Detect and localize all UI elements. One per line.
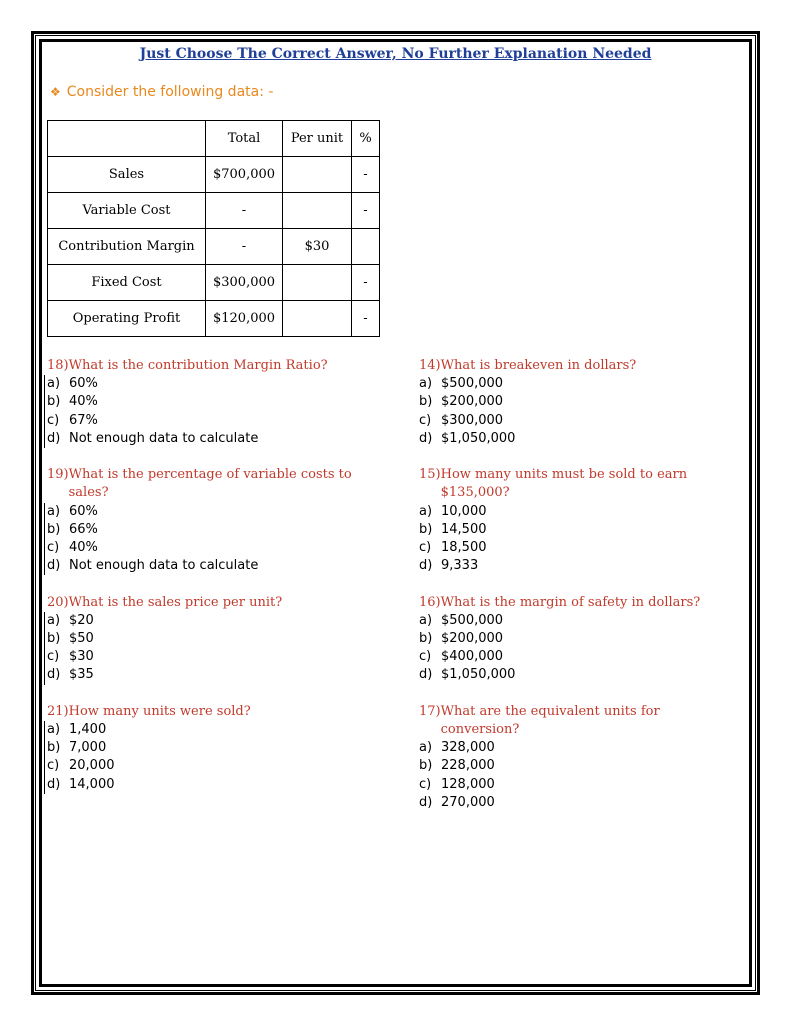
answer-option — [44, 539, 387, 557]
table-row — [48, 193, 380, 229]
option-letter: d) — [47, 558, 61, 574]
table-cell: $300,000 — [206, 265, 283, 301]
question-body: What is the contribution Margin Ratio? — [68, 358, 328, 373]
answer-option — [419, 375, 739, 393]
table-cell — [283, 265, 352, 301]
option-text: $1,050,000 — [441, 667, 516, 683]
option-text: 128,000 — [441, 776, 495, 792]
option-letter: d) — [419, 794, 433, 810]
intro-line — [50, 84, 273, 100]
answer-option — [419, 739, 739, 757]
option-text: 60% — [69, 503, 98, 519]
option-text: $50 — [69, 631, 94, 647]
option-text: $500,000 — [441, 612, 504, 628]
table-row — [48, 157, 380, 193]
option-text: $200,000 — [441, 394, 504, 410]
question-17 — [419, 703, 739, 812]
option-text: 20,000 — [69, 758, 115, 774]
question-19 — [47, 466, 387, 575]
question-body: How many units were sold? — [68, 703, 251, 719]
question-text — [47, 594, 387, 612]
question-number: 20) — [47, 594, 69, 610]
table-cell: Contribution Margin — [48, 229, 206, 265]
option-letter: d) — [419, 667, 433, 683]
answer-option — [44, 739, 387, 757]
option-text: $20 — [69, 612, 94, 628]
table-cell: Sales — [48, 157, 206, 193]
table-row — [48, 301, 380, 337]
option-text: 40% — [69, 394, 98, 410]
option-letter: b) — [419, 631, 433, 647]
table-cell: - — [206, 193, 283, 229]
option-text: 1,400 — [69, 722, 107, 738]
table-cell: - — [352, 157, 380, 193]
option-text: 14,000 — [69, 776, 115, 792]
answer-option — [44, 648, 387, 666]
question-body: What is the percentage of variable costs to sales? — [68, 467, 352, 501]
option-letter: c) — [419, 540, 432, 556]
option-text: 228,000 — [441, 758, 495, 774]
table-cell — [283, 157, 352, 193]
option-letter: a) — [47, 612, 61, 628]
option-text: 14,500 — [441, 521, 487, 537]
question-body: What is breakeven in dollars? — [440, 358, 637, 373]
question-number: 19) — [47, 467, 69, 483]
answer-option — [44, 721, 387, 739]
table-cell: Fixed Cost — [48, 265, 206, 301]
option-text: $200,000 — [441, 631, 504, 647]
answer-option — [419, 557, 739, 575]
answer-option — [419, 612, 739, 630]
option-letter: b) — [419, 394, 433, 410]
option-text: $1,050,000 — [441, 430, 516, 446]
option-letter: b) — [419, 521, 433, 537]
table-cell: - — [352, 193, 380, 229]
option-text: $400,000 — [441, 649, 504, 665]
table-cell — [352, 229, 380, 265]
answer-option — [419, 776, 739, 794]
question-text — [47, 357, 387, 375]
answer-option — [44, 503, 387, 521]
option-letter: a) — [419, 740, 433, 756]
question-15 — [419, 466, 739, 575]
answer-option — [44, 612, 387, 630]
question-text — [419, 357, 739, 375]
answer-option — [44, 430, 387, 448]
question-21 — [47, 703, 387, 794]
question-body: What is the sales price per unit? — [68, 594, 283, 610]
table-row — [48, 265, 380, 301]
table-cell: Variable Cost — [48, 193, 206, 229]
table-cell: $120,000 — [206, 301, 283, 337]
table-cell: Operating Profit — [48, 301, 206, 337]
answer-option — [44, 412, 387, 430]
option-letter: c) — [419, 649, 432, 665]
option-text: $500,000 — [441, 376, 504, 392]
option-letter: a) — [47, 722, 61, 738]
question-body: How many units must be sold to earn $135,000? — [440, 467, 688, 501]
answer-option — [419, 393, 739, 411]
option-text: 66% — [69, 521, 98, 537]
answer-option — [419, 794, 739, 812]
answer-option — [44, 375, 387, 393]
option-text: Not enough data to calculate — [69, 558, 259, 574]
question-number: 21) — [47, 703, 69, 719]
option-letter: a) — [419, 376, 433, 392]
table-header-cell: % — [352, 121, 380, 157]
option-letter: c) — [419, 776, 432, 792]
question-text — [419, 703, 739, 739]
answer-option — [44, 666, 387, 684]
table-row — [48, 229, 380, 265]
option-letter: a) — [419, 612, 433, 628]
option-letter: c) — [47, 649, 60, 665]
option-letter: d) — [419, 430, 433, 446]
option-text: $35 — [69, 667, 94, 683]
question-18 — [47, 357, 387, 448]
answer-option — [419, 757, 739, 775]
option-letter: b) — [47, 740, 61, 756]
answer-option — [44, 393, 387, 411]
data-table — [47, 120, 380, 337]
table-header-cell: Per unit — [283, 121, 352, 157]
table-cell: - — [206, 229, 283, 265]
intro-text: Consider the following data: - — [66, 84, 274, 100]
answer-option — [44, 557, 387, 575]
table-cell: $30 — [283, 229, 352, 265]
question-text — [419, 466, 739, 502]
option-letter: b) — [419, 758, 433, 774]
question-number: 18) — [47, 358, 69, 373]
option-text: 270,000 — [441, 794, 495, 810]
option-text: 9,333 — [441, 558, 479, 574]
answer-option — [44, 630, 387, 648]
question-number: 15) — [419, 467, 441, 483]
question-16 — [419, 594, 739, 685]
option-letter: b) — [47, 521, 61, 537]
question-number: 16) — [419, 594, 441, 610]
page-title: Just Choose The Correct Answer, No Further Explanation Needed — [139, 46, 652, 62]
option-letter: c) — [419, 412, 432, 428]
table-cell — [283, 193, 352, 229]
answer-option — [419, 648, 739, 666]
option-letter: b) — [47, 631, 61, 647]
left-question-column — [47, 357, 387, 812]
option-letter: c) — [47, 758, 60, 774]
table-header-cell — [48, 121, 206, 157]
answer-option — [44, 521, 387, 539]
answer-option — [419, 539, 739, 557]
question-text — [47, 703, 387, 721]
option-letter: d) — [47, 667, 61, 683]
question-number: 17) — [419, 703, 441, 719]
option-text: 328,000 — [441, 740, 495, 756]
diamond-bullet-icon: ❖ — [50, 85, 61, 99]
option-text: 40% — [69, 540, 98, 556]
answer-option — [419, 666, 739, 684]
answer-option — [44, 757, 387, 775]
right-question-column — [419, 357, 739, 830]
question-text — [419, 594, 739, 612]
answer-option — [419, 630, 739, 648]
option-text: 10,000 — [441, 503, 487, 519]
option-letter: c) — [47, 540, 60, 556]
table-header-cell: Total — [206, 121, 283, 157]
question-20 — [47, 594, 387, 685]
table-cell: $700,000 — [206, 157, 283, 193]
option-text: 67% — [69, 412, 98, 428]
option-letter: c) — [47, 412, 60, 428]
option-text: 60% — [69, 376, 98, 392]
question-14 — [419, 357, 739, 448]
option-letter: d) — [47, 430, 61, 446]
option-text: $30 — [69, 649, 94, 665]
table-cell — [283, 301, 352, 337]
question-body: What are the equivalent units for conversion? — [440, 703, 660, 738]
option-text: Not enough data to calculate — [69, 430, 259, 446]
table-cell: - — [352, 265, 380, 301]
answer-option — [419, 521, 739, 539]
option-text: 18,500 — [441, 540, 487, 556]
answer-option — [419, 503, 739, 521]
option-letter: d) — [419, 558, 433, 574]
table-cell: - — [352, 301, 380, 337]
question-text — [47, 466, 387, 502]
option-letter: d) — [47, 776, 61, 792]
question-number: 14) — [419, 358, 441, 373]
table-header-row — [48, 121, 380, 157]
option-text: $300,000 — [441, 412, 504, 428]
option-letter: a) — [47, 376, 61, 392]
option-text: 7,000 — [69, 740, 107, 756]
option-letter: a) — [419, 503, 433, 519]
answer-option — [419, 412, 739, 430]
option-letter: a) — [47, 503, 61, 519]
answer-option — [44, 776, 387, 794]
answer-option — [419, 430, 739, 448]
option-letter: b) — [47, 394, 61, 410]
question-body: What is the margin of safety in dollars? — [440, 594, 701, 610]
